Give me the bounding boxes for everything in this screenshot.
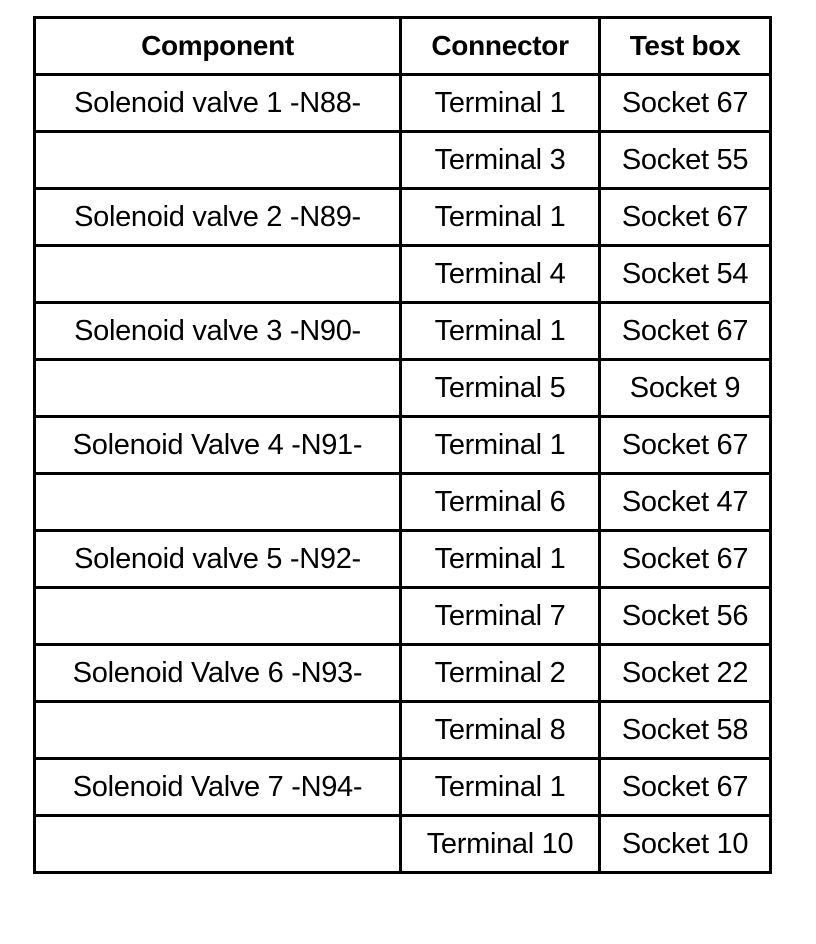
connector-cell: Terminal 7 xyxy=(400,588,599,645)
header-connector: Connector xyxy=(400,18,599,75)
connector-cell: Terminal 1 xyxy=(400,531,599,588)
component-cell xyxy=(35,588,401,645)
connector-cell: Terminal 10 xyxy=(400,816,599,873)
table-row xyxy=(35,132,771,189)
test-box-cell: Socket 55 xyxy=(600,132,771,189)
component-cell: Solenoid valve 2 -N89- xyxy=(35,189,401,246)
connector-cell: Terminal 2 xyxy=(400,645,599,702)
test-box-cell: Socket 67 xyxy=(600,759,771,816)
table-row xyxy=(35,816,771,873)
connector-cell: Terminal 5 xyxy=(400,360,599,417)
header-component: Component xyxy=(35,18,401,75)
test-box-cell: Socket 54 xyxy=(600,246,771,303)
test-box-cell: Socket 67 xyxy=(600,531,771,588)
connector-cell: Terminal 3 xyxy=(400,132,599,189)
test-box-cell: Socket 67 xyxy=(600,417,771,474)
component-cell xyxy=(35,702,401,759)
test-box-cell: Socket 47 xyxy=(600,474,771,531)
component-cell: Solenoid Valve 4 -N91- xyxy=(35,417,401,474)
component-cell xyxy=(35,132,401,189)
test-box-cell: Socket 22 xyxy=(600,645,771,702)
test-box-cell: Socket 10 xyxy=(600,816,771,873)
table-row xyxy=(35,531,771,588)
header-row xyxy=(35,18,771,75)
test-box-cell: Socket 67 xyxy=(600,303,771,360)
connector-cell: Terminal 8 xyxy=(400,702,599,759)
connector-cell: Terminal 1 xyxy=(400,417,599,474)
component-cell: Solenoid valve 5 -N92- xyxy=(35,531,401,588)
connector-cell: Terminal 1 xyxy=(400,189,599,246)
test-box-cell: Socket 56 xyxy=(600,588,771,645)
connector-test-table xyxy=(33,16,772,874)
table-row xyxy=(35,645,771,702)
table-row xyxy=(35,417,771,474)
component-cell: Solenoid Valve 7 -N94- xyxy=(35,759,401,816)
table-row xyxy=(35,702,771,759)
table-row xyxy=(35,303,771,360)
test-box-cell: Socket 58 xyxy=(600,702,771,759)
component-cell: Solenoid valve 1 -N88- xyxy=(35,75,401,132)
table-row xyxy=(35,588,771,645)
component-cell xyxy=(35,360,401,417)
connector-cell: Terminal 1 xyxy=(400,75,599,132)
connector-cell: Terminal 6 xyxy=(400,474,599,531)
component-cell xyxy=(35,816,401,873)
test-box-cell: Socket 67 xyxy=(600,189,771,246)
table-row xyxy=(35,360,771,417)
table-row xyxy=(35,189,771,246)
connector-cell: Terminal 1 xyxy=(400,759,599,816)
component-cell: Solenoid Valve 6 -N93- xyxy=(35,645,401,702)
connector-cell: Terminal 1 xyxy=(400,303,599,360)
component-cell: Solenoid valve 3 -N90- xyxy=(35,303,401,360)
component-cell xyxy=(35,246,401,303)
connector-cell: Terminal 4 xyxy=(400,246,599,303)
table-row xyxy=(35,246,771,303)
component-cell xyxy=(35,474,401,531)
header-test-box: Test box xyxy=(600,18,771,75)
test-box-cell: Socket 9 xyxy=(600,360,771,417)
table-row xyxy=(35,75,771,132)
table-row xyxy=(35,474,771,531)
table-row xyxy=(35,759,771,816)
test-box-cell: Socket 67 xyxy=(600,75,771,132)
